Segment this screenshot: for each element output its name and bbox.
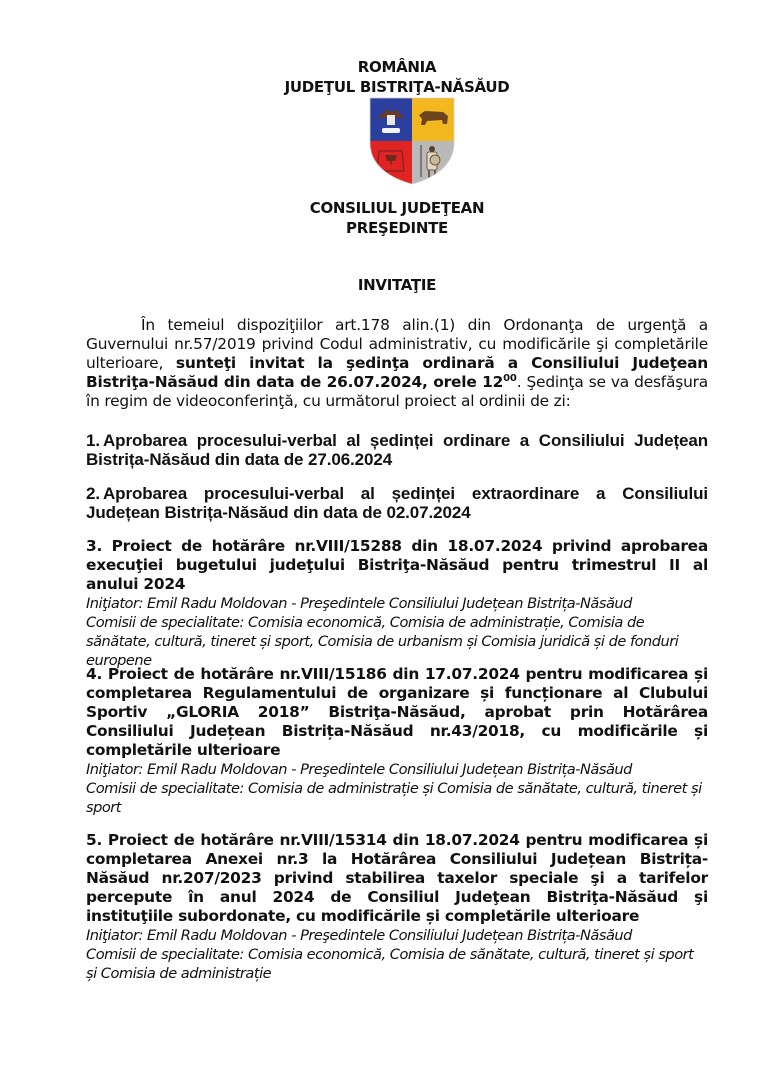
office-name: PREŞEDINTE	[346, 219, 448, 237]
agenda-item-meta	[86, 760, 708, 817]
agenda-item-4	[86, 665, 708, 817]
agenda-item-number: 4.	[86, 665, 103, 683]
agenda-item-initiator: Iniţiator: Emil Radu Moldovan - Preşedintele Consiliului Județean Bistrița-Năsăud	[86, 927, 632, 944]
county-coat-of-arms-icon	[369, 97, 455, 185]
agenda-item-text: Aprobarea procesului-verbal al ședinței extraordinare a Consiliului Județean Bistrița-Năsăud din data de 02.07.2024	[86, 484, 708, 522]
agenda-item-title	[86, 665, 708, 760]
document-title: INVITAŢIE	[357, 276, 437, 294]
agenda-item-initiator: Iniţiator: Emil Radu Moldovan - Preşedintele Consiliului Județean Bistrița-Năsăud	[86, 761, 632, 778]
agenda-item-5	[86, 831, 708, 983]
intro-paragraph	[86, 316, 708, 411]
agenda-item-committees: Comisii de specialitate: Comisia economică, Comisia de sănătate, cultură, tineret și sport și Comisia de administrație	[86, 946, 694, 982]
agenda-item-2	[86, 484, 708, 522]
agenda-item-committees: Comisii de specialitate: Comisia de administrație și Comisia de sănătate, cultură, tineret și sport	[86, 780, 702, 816]
agenda-item-number: 1.	[86, 431, 100, 450]
agenda-item-title	[86, 484, 708, 522]
agenda-item-title	[86, 431, 708, 469]
agenda-item-committees: Comisii de specialitate: Comisia economică, Comisia de administrație, Comisia de sănătate, cultură, tineret și sport, Comisia de urbanism și Comisia juridică și de fonduri europene	[86, 614, 679, 669]
intro-text-part1: În temeiul dispoziţiilor art.178 alin.(1) din Ordonanţa de urgenţă a Guvernului nr.57/2019 privind Codul administrativ, cu modificările şi completările ulterioare,	[86, 316, 708, 372]
agenda-item-number: 2.	[86, 484, 100, 503]
country-name: ROMÂNIA	[357, 58, 437, 76]
intro-invitation-bold: sunteţi invitat la şedinţa ordinară a Consiliului Judeţean Bistriţa-Năsăud din data de 26.07.2024, orele 12	[86, 354, 709, 391]
agenda-item-text: Proiect de hotărâre nr.VIII/15186 din 17.07.2024 pentru modificarea și completarea Regulamentului de organizare și funcționare al Clubului Sportiv „GLORIA 2018” Bistriţa-Năsăud, aprobat prin Hotărârea Consiliului Județean Bistrița-Năsăud nr.43/2018, cu modificările și completările ulterioare	[86, 665, 708, 759]
agenda-item-text: Aprobarea procesului-verbal al ședinței ordinare a Consiliului Județean Bistrița-Năsăud din data de 27.06.2024	[86, 431, 708, 469]
intro-time-superscript: 00	[503, 373, 517, 384]
agenda-item-text: Proiect de hotărâre nr.VIII/15314 din 18.07.2024 pentru modificarea și completarea Anexei nr.3 la Hotărârea Consiliului Județean Bistrița-Năsăud nr.207/2023 privind stabilirea taxelor speciale şi a tarifelor percepute în anul 2024 de Consiliul Judeţean Bistriţa-Năsăud şi instituţiile subordonate, cu modificările și completările ulterioare	[86, 831, 708, 925]
header-country-block	[86, 57, 708, 97]
agenda-item-3	[86, 537, 708, 670]
agenda-item-initiator: Iniţiator: Emil Radu Moldovan - Preşedintele Consiliului Județean Bistrița-Năsăud	[86, 595, 632, 612]
agenda-item-number: 5.	[86, 831, 103, 849]
agenda-item-title	[86, 831, 708, 926]
agenda-item-text: Proiect de hotărâre nr.VIII/15288 din 18.07.2024 privind aprobarea execuţiei bugetului judeţului Bistriţa-Năsăud pentru trimestrul II al anului 2024	[86, 537, 708, 593]
agenda-item-meta	[86, 926, 708, 983]
agenda-item-title	[86, 537, 708, 594]
header-council-block	[86, 198, 708, 238]
intro-text-part2: . Şedinţa se va desfăşura în regim de videoconferinţă, cu următorul proiect al ordinii de zi:	[86, 373, 708, 410]
agenda-item-meta	[86, 594, 708, 670]
county-name: JUDEŢUL BISTRIŢA-NĂSĂUD	[284, 78, 510, 96]
council-name: CONSILIUL JUDEŢEAN	[309, 199, 485, 217]
agenda-item-1	[86, 431, 708, 469]
agenda-item-number: 3.	[86, 537, 103, 555]
